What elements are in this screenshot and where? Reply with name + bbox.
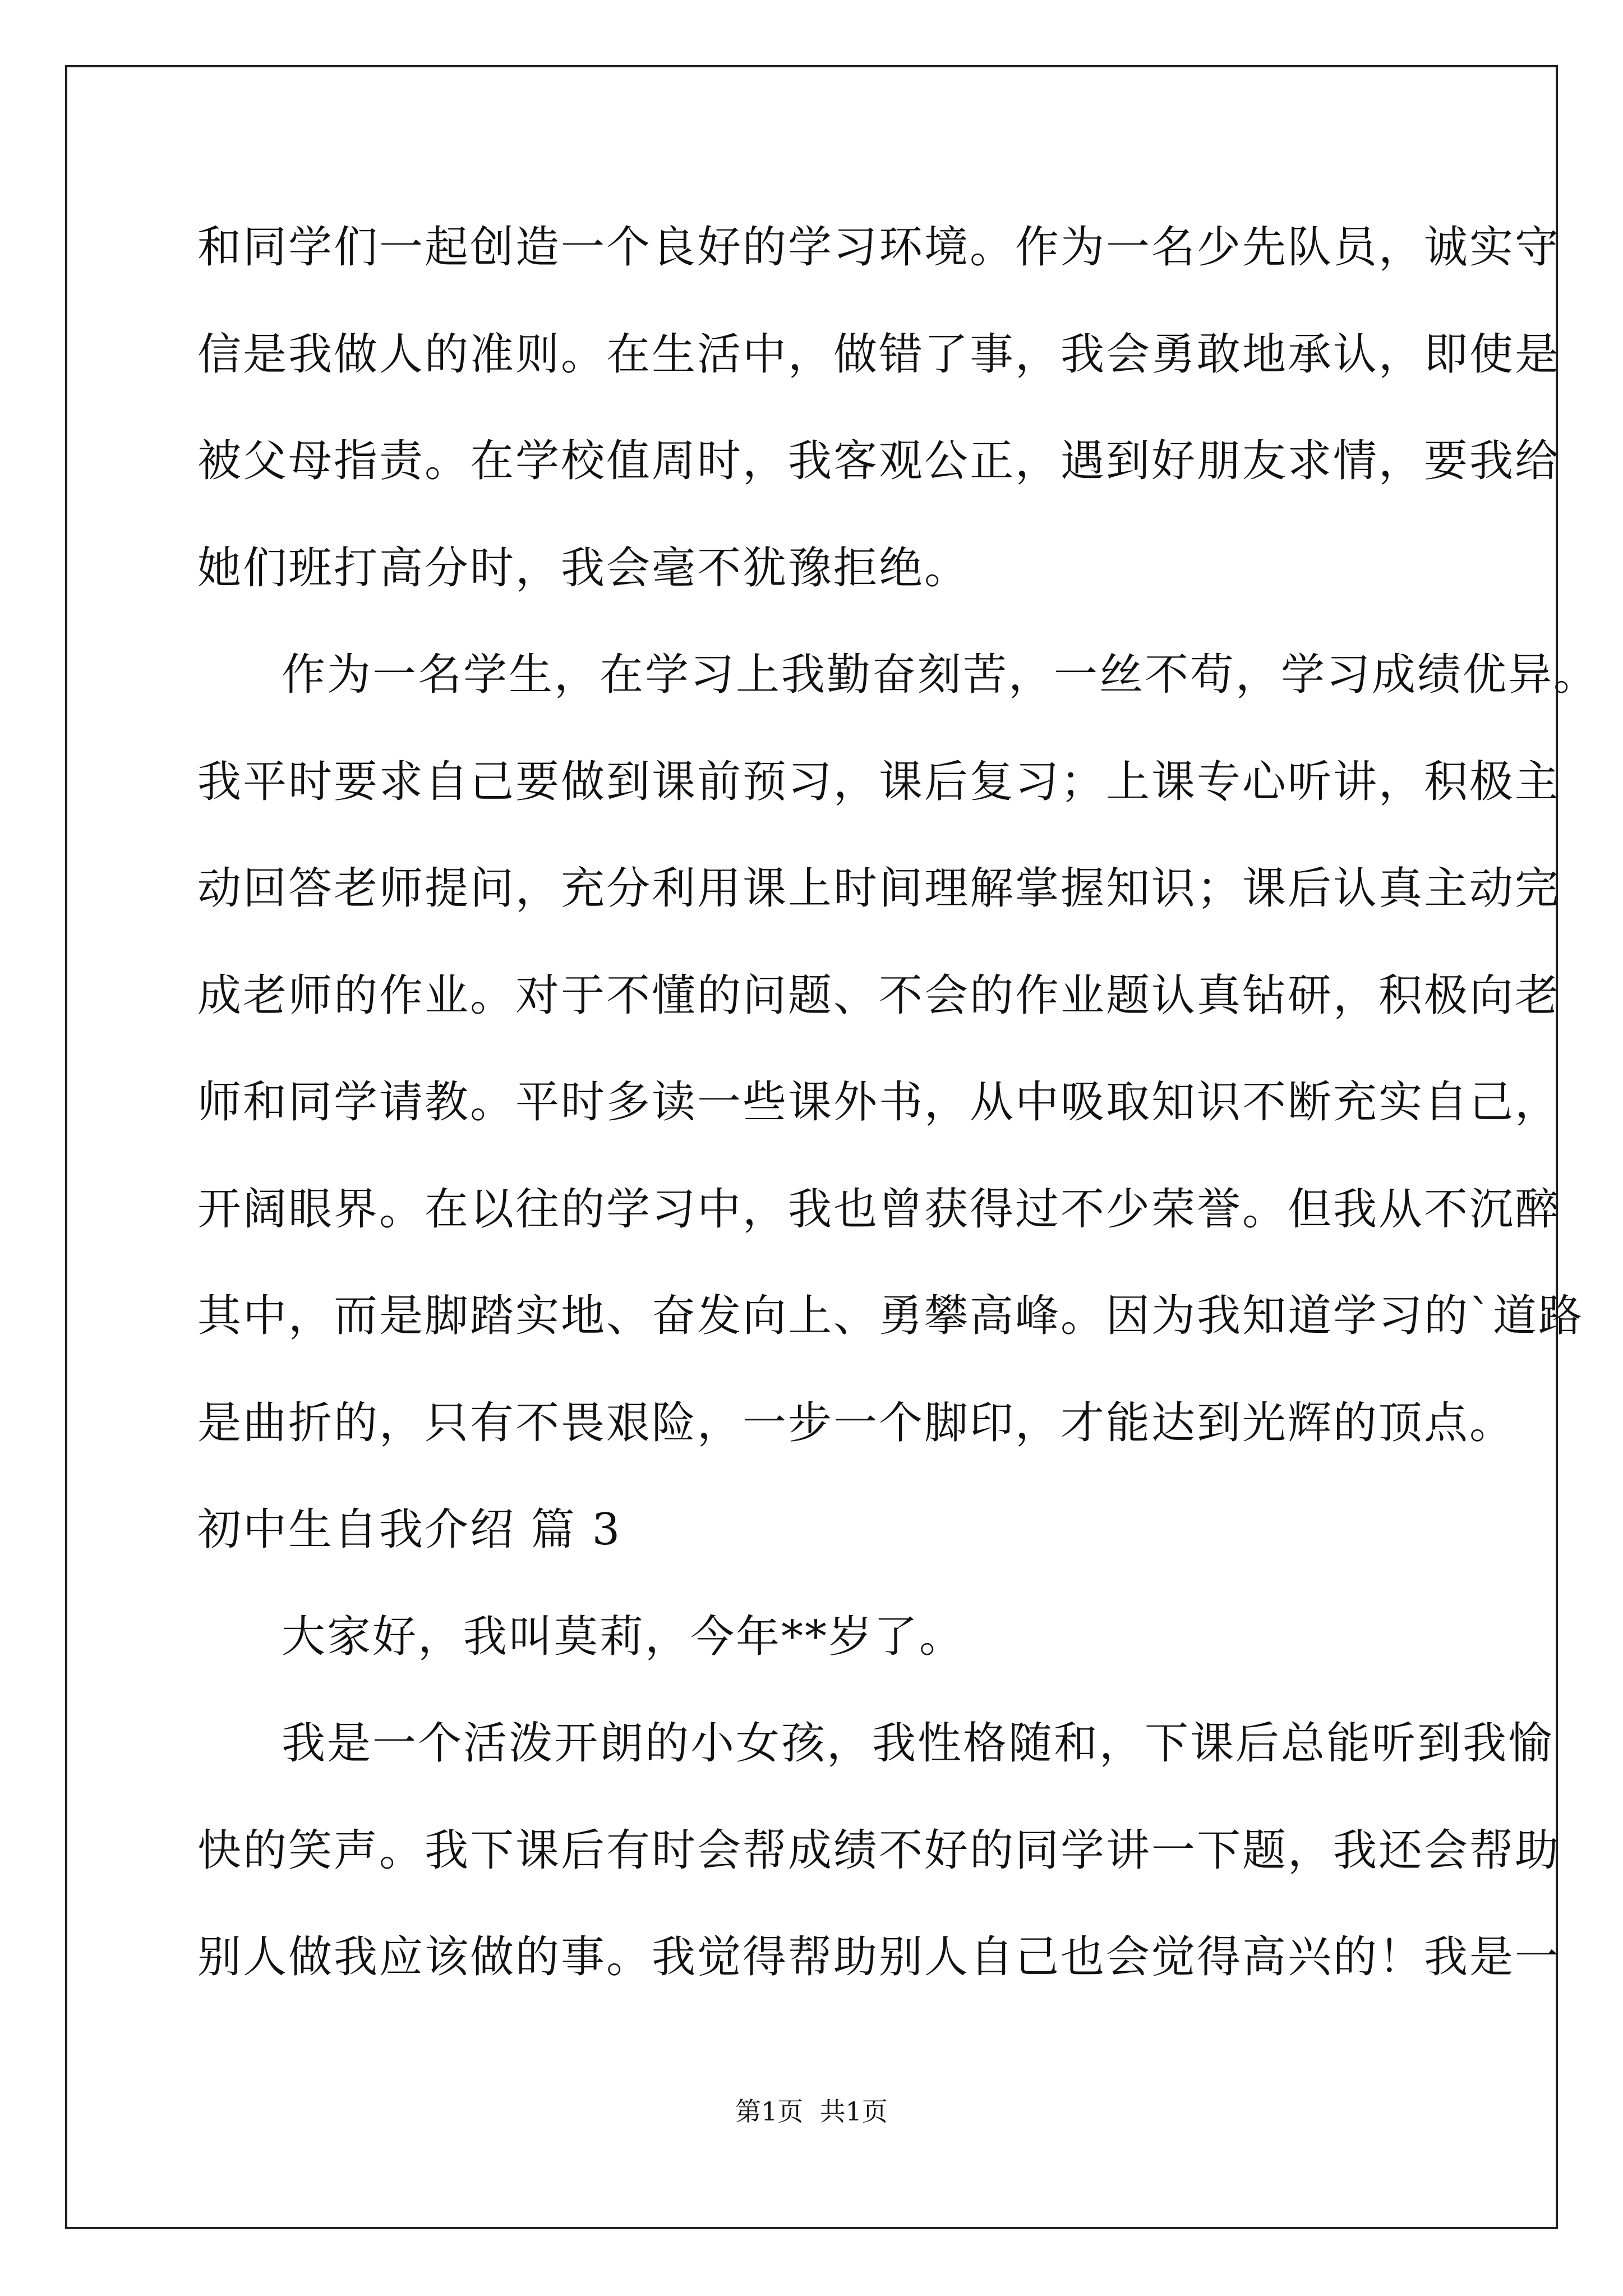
text-line: 被父母指责。在学校值周时，我客观公正，遇到好朋友求情，要我给 [197,436,1561,486]
page-footer: 第1页 共1页 [735,2096,888,2127]
text-line: 是曲折的，只有不畏艰险，一步一个脚印，才能达到光辉的顶点。 [197,1397,1515,1448]
section-heading: 初中生自我介绍 篇 3 [197,1504,622,1555]
text-line: 动回答老师提问，充分利用课上时间理解掌握知识；课后认真主动完 [197,863,1561,914]
document-body [197,194,1599,2011]
text-line: 别人做我应该做的事。我觉得帮助别人自己也会觉得高兴的！我是一 [197,1932,1561,1982]
paragraph-start-line: 作为一名学生，在学习上我勤奋刻苦，一丝不苟，学习成绩优异。 [282,650,1599,700]
paragraph-start-line: 大家好，我叫莫莉，今年**岁了。 [282,1611,965,1662]
text-line: 我平时要求自己要做到课前预习，课后复习；上课专心听讲，积极主 [197,756,1561,807]
text-line: 开阔眼界。在以往的学习中，我也曾获得过不少荣誉。但我从不沉醉 [197,1184,1561,1235]
paragraph-start-line: 我是一个活泼开朗的小女孩，我性格随和，下课后总能听到我愉 [282,1718,1554,1769]
text-line: 和同学们一起创造一个良好的学习环境。作为一名少先队员，诚实守 [197,222,1561,273]
text-line: 其中，而是脚踏实地、奋发向上、勇攀高峰。因为我知道学习的`道路 [197,1291,1584,1341]
text-line: 成老师的作业。对于不懂的问题、不会的作业题认真钻研，积极向老 [197,970,1561,1021]
text-line: 师和同学请教。平时多读一些课外书，从中吸取知识不断充实自己， [197,1077,1561,1128]
text-line: 信是我做人的准则。在生活中，做错了事，我会勇敢地承认，即使是 [197,329,1561,380]
text-line: 快的笑声。我下课后有时会帮成绩不好的同学讲一下题，我还会帮助 [197,1825,1561,1876]
text-line: 她们班打高分时，我会毫不犹豫拒绝。 [197,542,970,593]
